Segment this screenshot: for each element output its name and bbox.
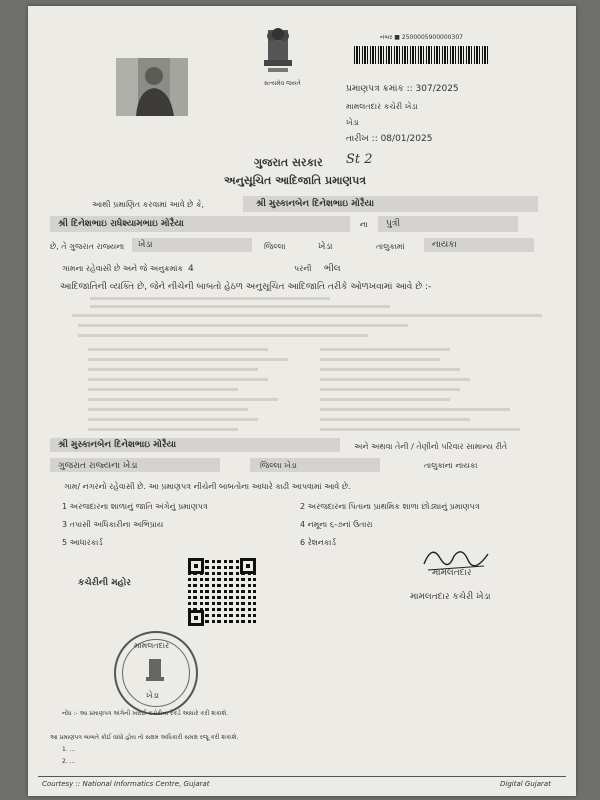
note-3: 1. ...	[62, 746, 76, 753]
footer-courtesy: Courtesy :: National Informatics Centre, Gujarat	[42, 780, 210, 788]
qr-code	[188, 558, 256, 626]
relation-label: ના	[360, 220, 368, 229]
doc-1: 1 અરજદારના શાળાનું જાતિ અંગેનું પ્રમાણપત્ર	[62, 502, 208, 511]
certify-text: આથી પ્રમાણિત કરવામાં આવે છે કે,	[92, 200, 205, 209]
stamp-text: મામલતદાર	[134, 641, 170, 650]
taluka-value: નાયકા	[432, 240, 457, 250]
govt-title: ગુજરાત સરકાર	[254, 156, 323, 169]
officer-office: મામલતદાર કચેરી ખેડા	[410, 592, 491, 602]
office-seal-label: કચેરીની મહોર	[78, 578, 131, 588]
national-emblem-icon	[260, 26, 296, 78]
district-value: ખેડા	[138, 240, 153, 250]
tribe-value: ભીલ	[324, 264, 341, 274]
certificate-document	[28, 6, 576, 796]
serial-number: 4	[188, 264, 194, 274]
father-name: શ્રી દિનેશભાઇ રાધેશ્યામભાઇ મોરૈયા	[58, 219, 184, 229]
stamp-emblem-icon	[144, 657, 166, 687]
officer-title: મામલતદાર	[432, 568, 472, 578]
applicant-name: શ્રી મુસ્કાનબેન દિનેશભાઇ મોરૈયા	[256, 199, 375, 209]
emblem-caption: સત્યમેવ જયતે	[264, 80, 301, 87]
district-label: જિલ્લા	[264, 242, 286, 251]
taluka-label: તાલુકામાં	[376, 242, 405, 251]
issue-date: તારીખ :: 08/01/2025	[346, 134, 433, 144]
state-text: છે, તે ગુજરાત રાજ્યના	[50, 242, 125, 251]
tribe-label: પરની	[294, 264, 312, 273]
certificate-number: પ્રમાણપત્ર ક્રમાંક :: 307/2025	[346, 84, 459, 94]
stamp-bottom-text: ખેડા	[146, 691, 159, 700]
footer-divider	[38, 776, 566, 777]
applicant-name-2: શ્રી મુસ્કાનબેન દિનેશભાઇ મોરૈયા	[58, 440, 177, 450]
note-2: આ પ્રમાણપત્ર બાબતે કોઈ વાંધો હોય તો સક્ષમ અધિકારી સમક્ષ રજૂ કરી શકાશે.	[50, 734, 239, 741]
office-stamp	[114, 631, 198, 715]
note-4: 2. ...	[62, 758, 76, 765]
applicant-photo	[116, 58, 188, 116]
based-on-text: ગામ/ નગરનો રહેવાસી છે. આ પ્રમાણપત્ર નીચેની બાબતોના આધારે કાઢી આપવામાં આવે છે.	[64, 482, 351, 491]
district-2: જિલ્લા ખેડા	[260, 461, 298, 470]
state-district-value: ગુજરાત રાજ્યના ખેડા	[58, 461, 138, 471]
relation-value: પુત્રી	[386, 219, 400, 229]
doc-5: 5 આધારકાર્ડ	[62, 538, 103, 547]
barcode-number: નંબર ■ 2500005900000307	[380, 34, 463, 41]
family-text: અને અથવા તેની / તેણીનો પરિવાર સામાન્ય રીતે	[354, 442, 508, 451]
handwritten-mark: St 2	[346, 152, 373, 167]
doc-4: 4 નમૂના ૬-૭નાં ઉતારા	[300, 520, 373, 529]
office-place: ખેડા	[346, 118, 359, 127]
barcode	[354, 46, 489, 64]
note-1: નોંધ :- આ પ્રમાણપત્ર અંગેની ખરાઈ કચેરીના રેકર્ડ આધારે કરી શકાશે.	[62, 710, 229, 717]
footer-brand: Digital Gujarat	[500, 780, 551, 788]
recognition-text: આદિજાતિની વ્યક્તિ છે, જેને નીચેની બાબતો હેઠળ અનુસૂચિત આદિજાતિ તરીકે ઓળખવામાં આવે છે :-	[60, 282, 432, 292]
issuing-office: મામલતદાર કચેરી ખેડા	[346, 102, 418, 111]
taluka-2: તાલુકાના નાયકા	[424, 461, 478, 470]
district-value-2: ખેડા	[318, 242, 333, 252]
resident-text: ગામના રહેવાસી છે અને જે અનુક્રમાંક	[62, 264, 184, 273]
doc-3: 3 તપાસી અધિકારીના અભિપ્રાય	[62, 520, 164, 529]
doc-2: 2 અરજદારના પિતાના પ્રાથમિક શાળા છોડ્યાનું પ્રમાણપત્ર	[300, 502, 480, 511]
doc-6: 6 રેશનકાર્ડ	[300, 538, 336, 547]
person-photo-icon	[116, 58, 188, 116]
certificate-title: અનુસૂચિત આદિજાતિ પ્રમાણપત્ર	[224, 174, 367, 187]
